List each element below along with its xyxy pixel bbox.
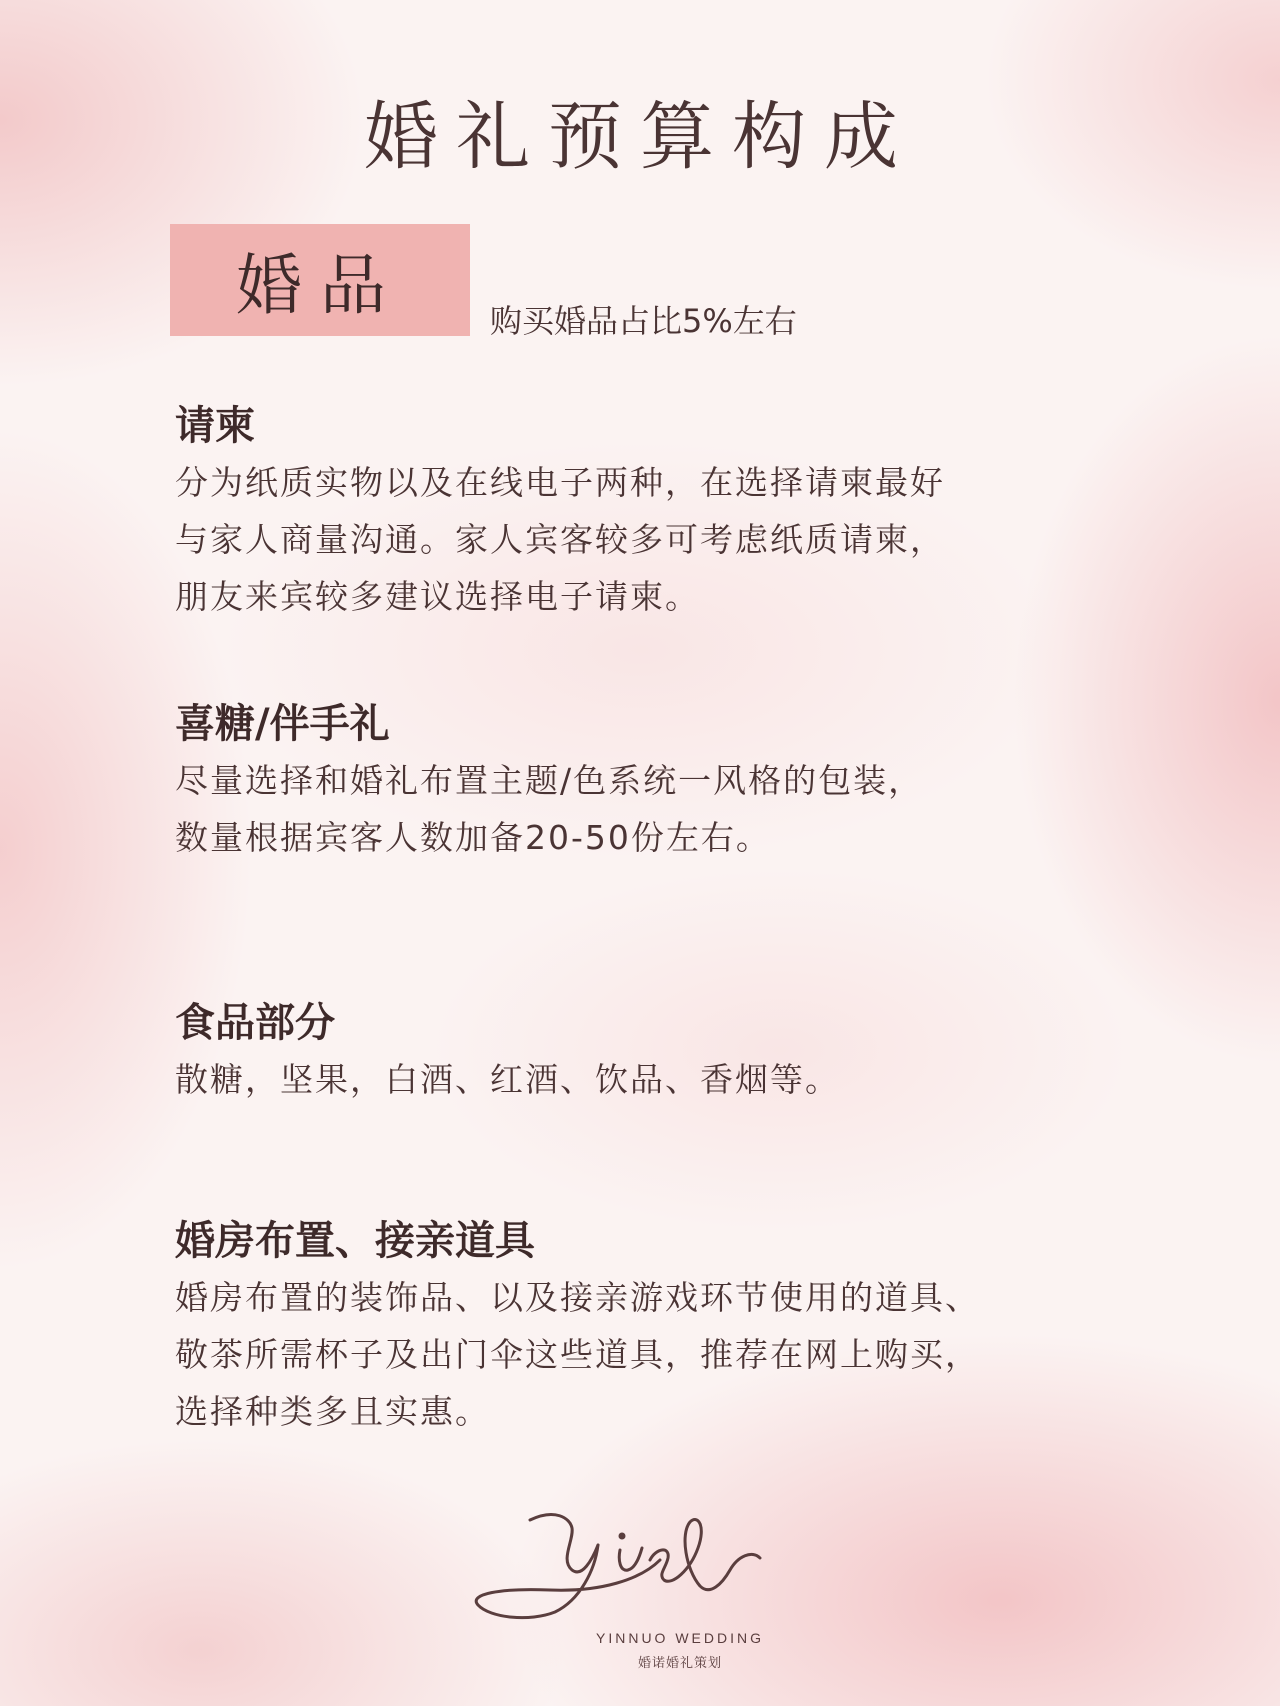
section-food <box>175 995 1135 1108</box>
section-line: 朋友来宾较多建议选择电子请柬。 <box>175 577 700 616</box>
section-line: 敬茶所需杯子及出门伞这些道具，推荐在网上购买， <box>175 1335 980 1374</box>
section-title: 食品部分 <box>175 1000 335 1046</box>
category-tag-label: 婚品 <box>236 247 404 324</box>
brand-logo <box>460 1500 820 1680</box>
section-line: 婚房布置的装饰品、以及接亲游戏环节使用的道具、 <box>175 1278 980 1317</box>
section-room-decor <box>175 1213 1135 1440</box>
section-body <box>175 454 1135 625</box>
section-line: 散糖，坚果，白酒、红酒、饮品、香烟等。 <box>175 1060 840 1099</box>
section-body <box>175 1051 1135 1108</box>
section-line: 与家人商量沟通。家人宾客较多可考虑纸质请柬， <box>175 520 945 559</box>
section-title: 喜糖/伴手礼 <box>175 701 390 747</box>
section-line: 分为纸质实物以及在线电子两种，在选择请柬最好 <box>175 463 945 502</box>
logo-english-text: YINNUO WEDDING <box>596 1630 764 1646</box>
section-title: 请柬 <box>175 403 255 449</box>
signature-logo-icon <box>460 1500 820 1635</box>
section-invitation <box>175 398 1135 625</box>
logo-chinese-text: 婚诺婚礼策划 <box>637 1656 722 1671</box>
page-title: 婚礼预算构成 <box>364 94 916 180</box>
category-budget-note: 购买婚品占比5%左右 <box>490 302 797 340</box>
section-line: 选择种类多且实惠。 <box>175 1392 490 1431</box>
section-title: 婚房布置、接亲道具 <box>175 1218 535 1264</box>
section-body <box>175 752 1135 866</box>
section-body <box>175 1269 1135 1440</box>
section-line: 数量根据宾客人数加备20-50份左右。 <box>175 818 771 857</box>
section-line: 尽量选择和婚礼布置主题/色系统一风格的包装， <box>175 761 924 800</box>
section-candy-gifts <box>175 696 1135 866</box>
